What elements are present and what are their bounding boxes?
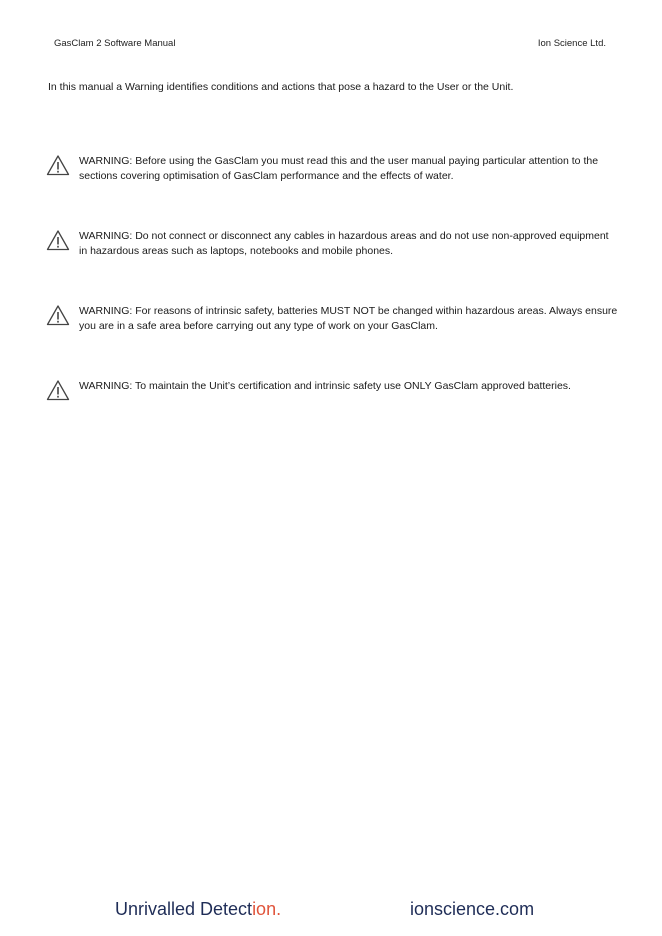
warning-triangle-icon bbox=[46, 304, 70, 326]
warning-text: WARNING: Do not connect or disconnect any cables in hazardous areas and do not use non-approved equipment in hazardous areas such as laptops, notebooks and mobile phones. bbox=[79, 230, 609, 257]
intro-paragraph: In this manual a Warning identifies conditions and actions that pose a hazard to the User or the Unit. bbox=[48, 81, 514, 93]
warning-text: WARNING: Before using the GasClam you must read this and the user manual paying particular attention to the sections covering optimisation of GasClam performance and the effects of water. bbox=[79, 155, 599, 182]
footer-website: ionscience.com bbox=[410, 899, 535, 919]
warning-triangle-icon bbox=[46, 379, 70, 401]
tagline-main: Unrivalled Detect bbox=[115, 899, 253, 919]
footer-tagline bbox=[115, 899, 281, 920]
header-company: Ion Science Ltd. bbox=[537, 38, 606, 49]
warning-text: WARNING: For reasons of intrinsic safety, batteries MUST NOT be changed within hazardous areas. Always ensure you are in a safe area before carrying out any type of work on your GasClam. bbox=[79, 305, 618, 332]
header-title: GasClam 2 Software Manual bbox=[54, 38, 176, 49]
warning-triangle-icon bbox=[46, 154, 70, 176]
warning-text: WARNING: To maintain the Unit’s certification and intrinsic safety use ONLY GasClam approved batteries. bbox=[79, 380, 571, 392]
tagline-accent: ion. bbox=[252, 899, 282, 919]
warning-triangle-icon bbox=[46, 229, 70, 251]
